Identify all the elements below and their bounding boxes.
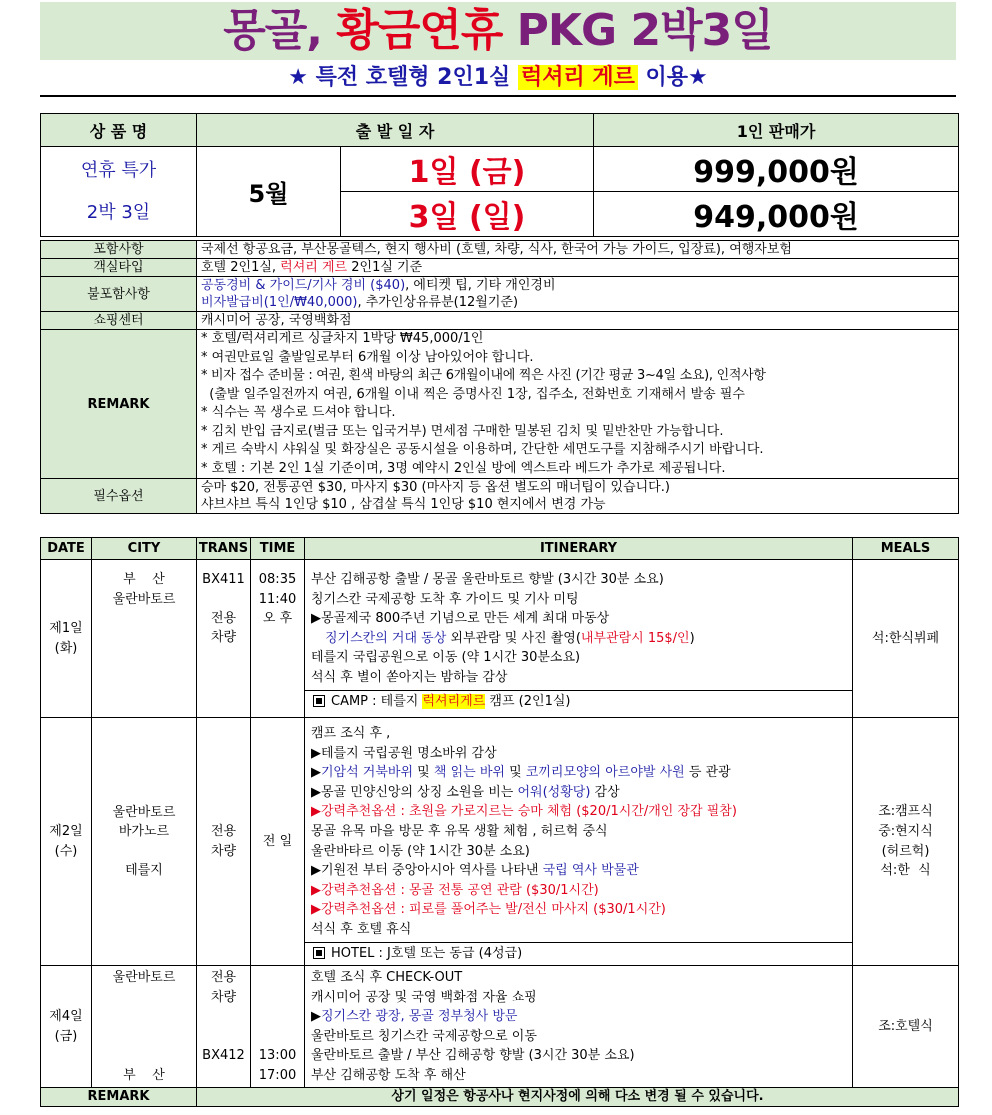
price-table (40, 113, 959, 237)
departure-date: 1일 (금) (341, 147, 594, 192)
room-label: 객실타입 (41, 259, 197, 277)
divider (40, 95, 956, 97)
square-bullet-icon (313, 947, 325, 959)
col-time: TIME (251, 538, 305, 560)
subtitle-highlight: 럭셔리 게르 (518, 65, 638, 90)
remark-label: REMARK (41, 330, 197, 479)
subtitle: ★ 특전 호텔형 2인1실 럭셔리 게르 이용★ (288, 65, 708, 90)
stay-info: HOTEL : J호텔 또는 동급 (4성급) (305, 942, 852, 965)
col-itinerary: ITINERARY (305, 538, 853, 560)
remark-item: * 여권만료일 출발일로부터 6개월 이상 남아있어야 합니다. (201, 349, 534, 365)
day-itinerary: 캠프 조식 후 , ▶테를지 국립공원 명소바위 감상 ▶기암석 거북바위 및 책 읽는 바위 및 코끼리모양의 아르야발 사원 등 관광 ▶몽골 민양신앙의 상징 소원을 비는 어워(성황당) 감상 ▶강력추천옵션 : 초원을 가로지르는 승마 체험 ($20/1시간/개인 장갑 필참) 몽골 유목 마을 방문 후 유목 생활 체험 , 허르헉 중식 울란바타르 이동 (약 1시간 30분 소요) ▶기원전 부터 중앙아시아 역사를 나타낸 국립 역사 박물관 ▶강력추천옵션 : 몽골 전통 공연 관람 ($30/1시간) ▶강력추천옵션 : 피로를 풀어주는 발/전신 마사지 ($30/1시간) 석식 후 호텔 휴식 HOTEL : J호텔 또는 동급 (4성급) (305, 718, 853, 966)
include-value: 국제선 항공요금, 부산몽골텍스, 현지 행사비 (호텔, 차량, 식사, 한국어 가능 가이드, 입장료), 여행자보험 (197, 241, 959, 259)
day-meals: 조:호텔식 (853, 966, 959, 1088)
month: 5월 (197, 147, 341, 237)
remark-item: * 김치 반입 금지로(벌금 또는 입국거부) 면세점 구매한 밀봉된 김치 및 밑반찬만 가능합니다. (201, 423, 724, 439)
day-trans: BX411 전용 차량 (197, 560, 251, 718)
room-value: 호텔 2인1실, 럭셔리 게르 2인1실 기준 (197, 259, 959, 277)
price: 999,000원 (594, 147, 959, 192)
col-meals: MEALS (853, 538, 959, 560)
departure-date: 3일 (일) (341, 192, 594, 237)
itinerary-table (40, 537, 959, 1107)
exclude-label: 불포함사항 (41, 277, 197, 312)
col-product: 상 품 명 (41, 114, 197, 147)
col-date: DATE (41, 538, 92, 560)
remark-item: * 호텔/럭셔리게르 싱글차지 1박당 ₩45,000/1인 (201, 331, 484, 346)
remark-item: * 비자 접수 준비물 : 여권, 흰색 바탕의 최근 6개월이내에 찍은 사진 (기간 평균 3~4일 소요), 인적사항 (201, 368, 766, 383)
col-trans: TRANS (197, 538, 251, 560)
option-value: 승마 $20, 전통공연 $30, 마사지 $30 (마사지 등 옵션 별도의 매너팁이 있습니다.) 샤브샤브 특식 1인당 $10 , 삼겹살 특식 1인당 $10 현지에서 변경 가능 (197, 479, 959, 514)
exclude-value: 공동경비 & 가이드/기사 경비 ($40), 에티켓 팁, 기타 개인경비 비자발급비(1인/₩40,000), 추가인상유류분(12월기준) (197, 277, 959, 312)
day-time: 13:00 17:00 (251, 966, 305, 1088)
day-trans: 전용 차량 BX412 (197, 966, 251, 1088)
day-city: 부 산 울란바토르 (92, 560, 197, 718)
col-price: 1인 판매가 (594, 114, 959, 147)
shop-value: 캐시미어 공장, 국영백화점 (197, 312, 959, 330)
remark-item: * 호텔 : 기본 2인 1실 기준이며, 3명 예약시 2인실 방에 엑스트라 베드가 추가로 제공됩니다. (201, 460, 726, 476)
day-itinerary: 부산 김해공항 출발 / 몽골 울란바토르 향발 (3시간 30분 소요) 칭기스칸 국제공항 도착 후 가이드 및 기사 미팅 ▶몽골제국 800주년 기념으로 만든 세계 최대 마동상 징기스칸의 거대 동상 외부관람 및 사진 촬영(내부관람시 15$/인) 테를지 국립공원으로 이동 (약 1시간 30분소요) 석식 후 별이 쏟아지는 밤하늘 감상 CAMP : 테를지 럭셔리게르 캠프 (2인1실) (305, 560, 853, 718)
day-date: 제2일 (수) (41, 718, 92, 966)
include-label: 포함사항 (41, 241, 197, 259)
product-name: 연휴 특가 2박 3일 (41, 147, 197, 237)
day-time: 전 일 (251, 718, 305, 966)
footer-remark-label: REMARK (41, 1088, 197, 1107)
shop-label: 쇼핑센터 (41, 312, 197, 330)
day-time: 08:35 11:40 오 후 (251, 560, 305, 718)
remark-item: * 게르 숙박시 샤워실 및 화장실은 공동시설을 이용하며, 간단한 세면도구를 지참해주시기 바랍니다. (201, 442, 764, 457)
day-city: 울란바토르 부 산 (92, 966, 197, 1088)
day-city: 울란바토르 바가노르 테를지 (92, 718, 197, 966)
remark-list (197, 330, 959, 479)
day-meals: 석:한식뷔페 (853, 560, 959, 718)
day-date: 제4일 (금) (41, 966, 92, 1088)
square-bullet-icon (313, 695, 325, 707)
day-trans: 전용 차량 (197, 718, 251, 966)
col-date: 출 발 일 자 (197, 114, 594, 147)
remark-item: * 식수는 꼭 생수로 드셔야 합니다. (201, 405, 396, 420)
col-city: CITY (92, 538, 197, 560)
day-itinerary: 호텔 조식 후 CHECK-OUT 캐시미어 공장 및 국영 백화점 자율 쇼핑 ▶징기스칸 광장, 몽골 정부청사 방문 울란바토르 칭기스칸 국제공항으로 이동 울란바토르 출발 / 부산 김해공항 향발 (3시간 30분 소요) 부산 김해공항 도착 후 해산 (305, 966, 853, 1088)
day-meals: 조:캠프식 중:현지식 (허르헉) 석:한 식 (853, 718, 959, 966)
day-date: 제1일 (화) (41, 560, 92, 718)
option-label: 필수옵션 (41, 479, 197, 514)
remark-item: (출발 일주일전까지 여권, 6개월 이내 찍은 증명사진 1장, 집주소, 전화번호 기재해서 발송 필수 (201, 386, 745, 402)
info-table (40, 240, 959, 514)
stay-info: CAMP : 테를지 럭셔리게르 캠프 (2인1실) (305, 690, 852, 713)
day-row (41, 718, 959, 966)
page-title: 몽골, 황금연휴 PKG 2박3일 (223, 5, 773, 56)
title-banner (40, 2, 956, 60)
price: 949,000원 (594, 192, 959, 237)
day-row (41, 966, 959, 1088)
footer-remark-text: 상기 일정은 항공사나 현지사정에 의해 다소 변경 될 수 있습니다. (197, 1088, 959, 1107)
day-row (41, 560, 959, 718)
